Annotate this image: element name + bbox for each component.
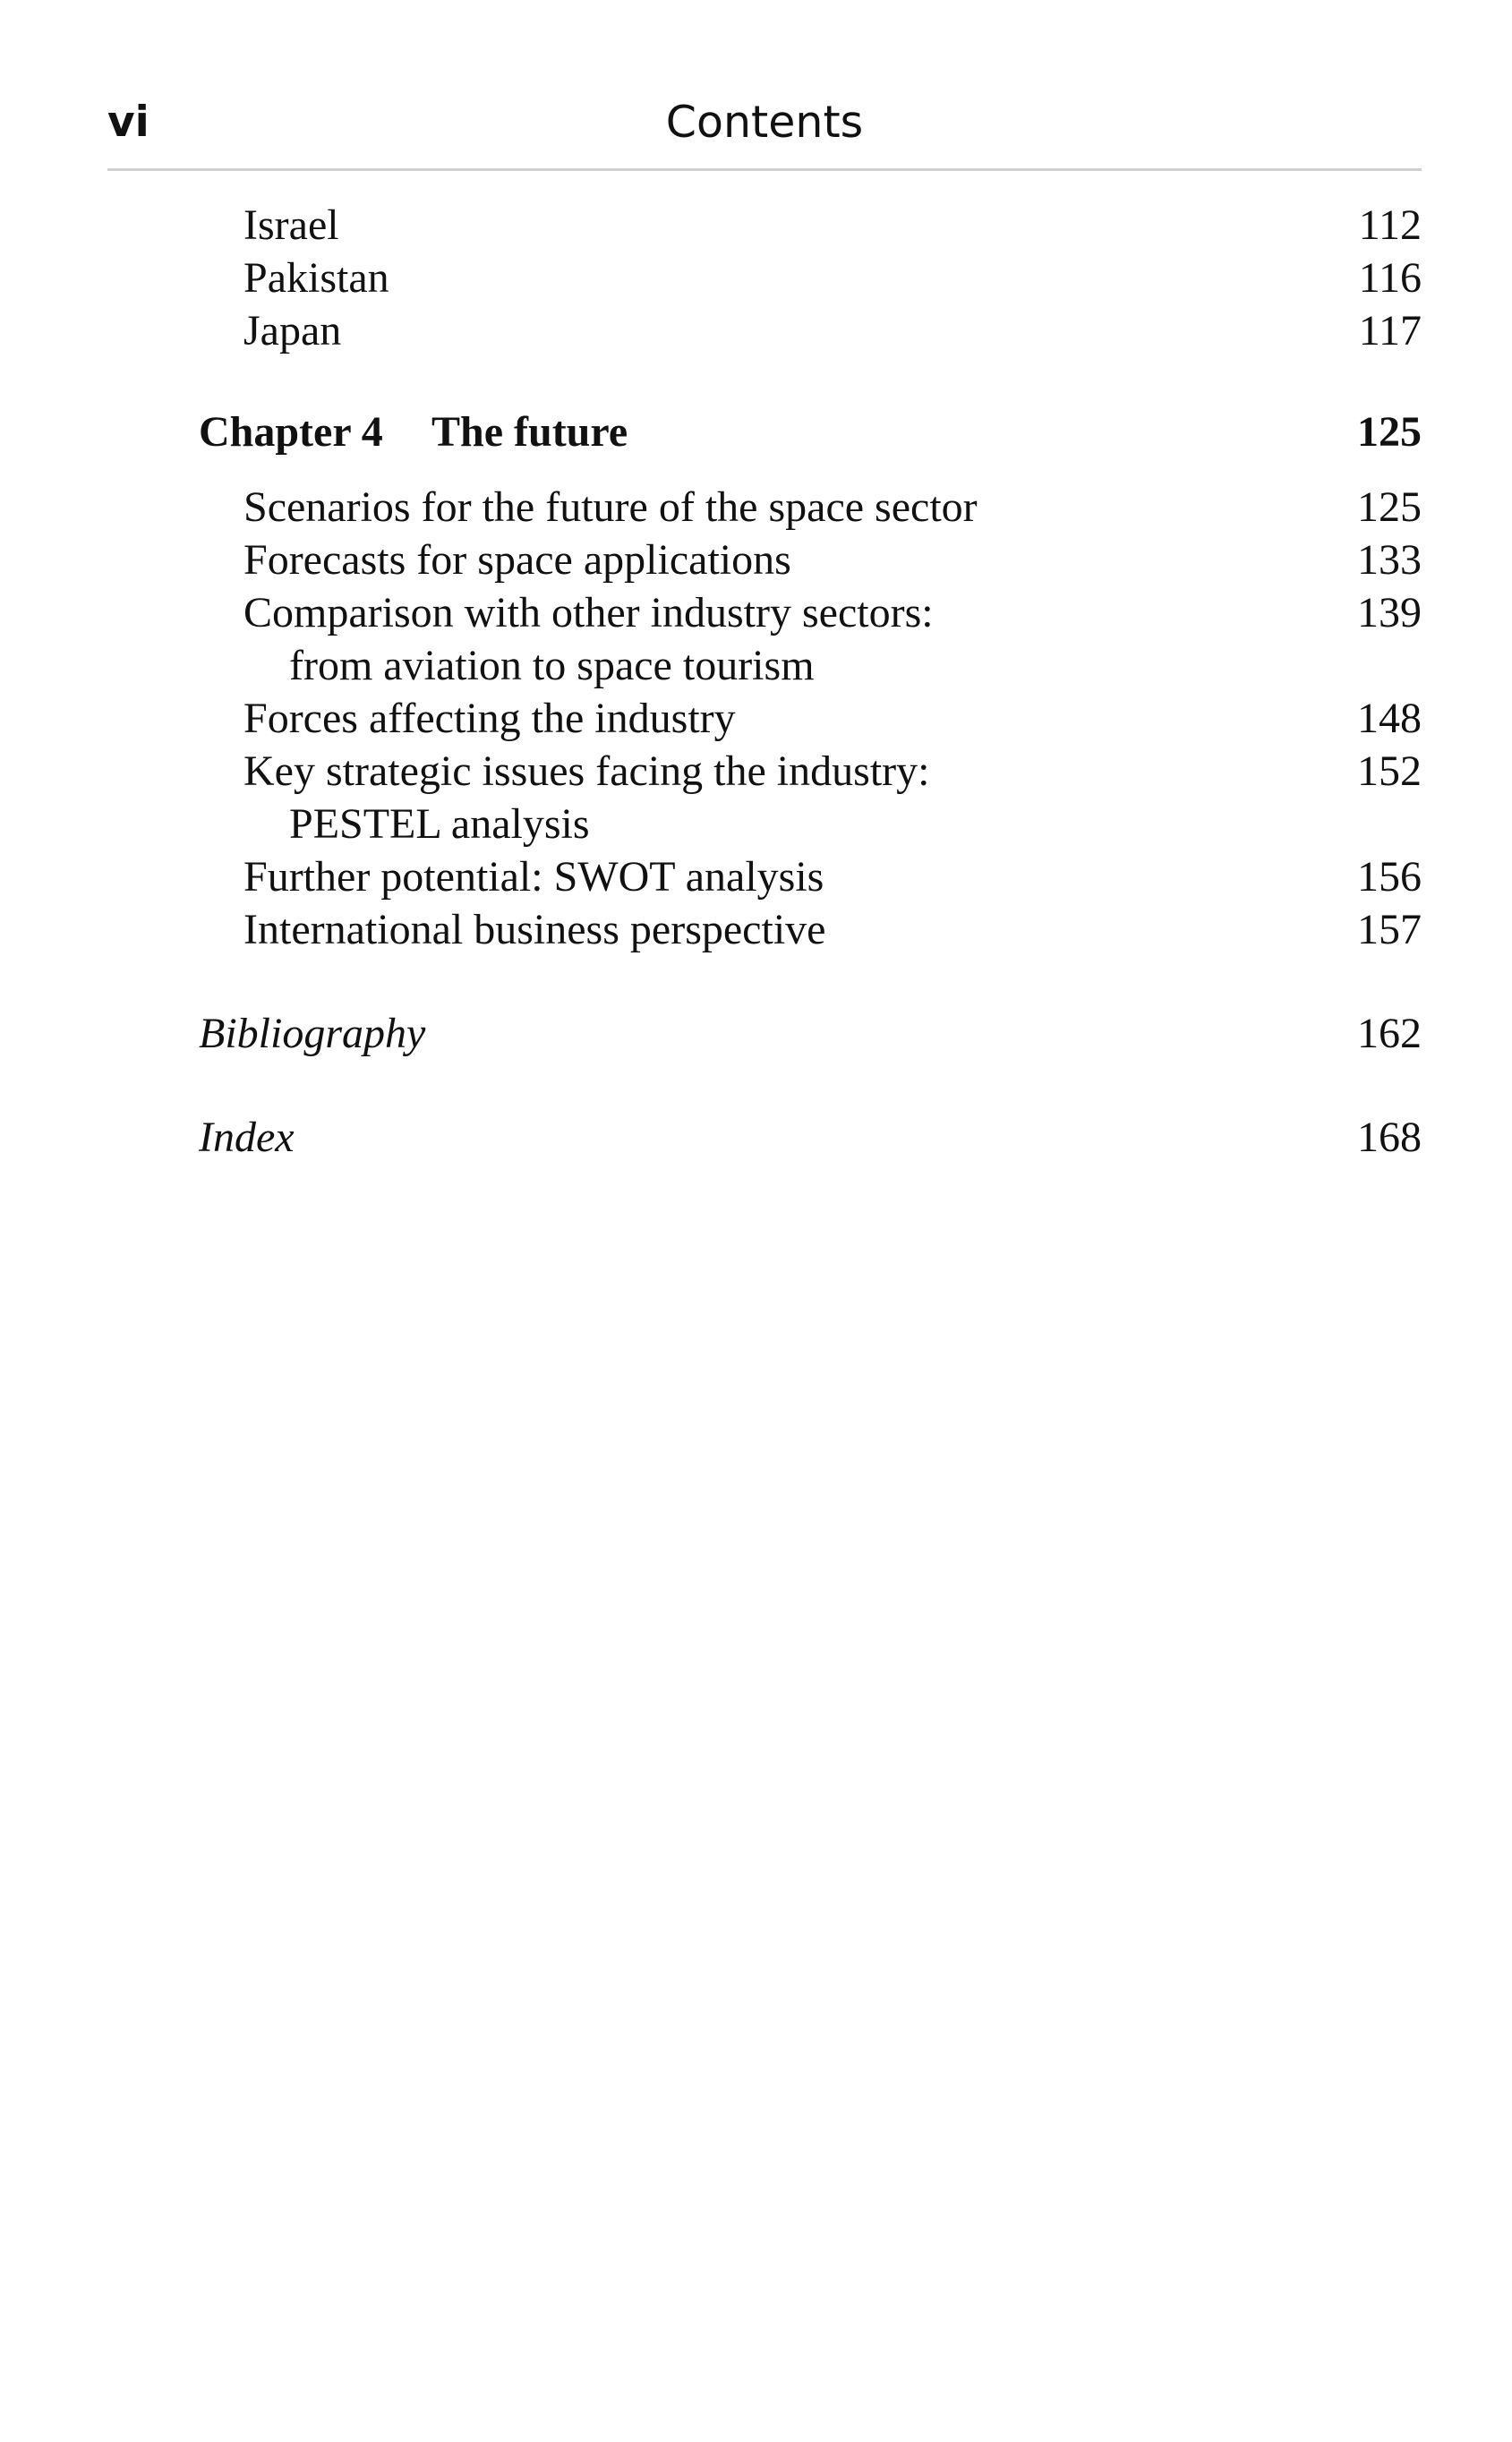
toc-entry-japan[interactable] (243, 304, 1422, 357)
toc-entry-page: 117 (1358, 307, 1422, 354)
toc-entry-page: 168 (1357, 1114, 1422, 1161)
toc-entry-pakistan[interactable] (243, 252, 1422, 304)
toc-entry-israel[interactable] (243, 199, 1422, 252)
page-folio: vi (107, 98, 149, 147)
toc-entry-page: 125 (1357, 483, 1422, 531)
toc-entry-forces[interactable] (243, 692, 1422, 745)
toc-entry-page: 162 (1357, 1010, 1422, 1057)
toc-entry-comparison[interactable] (243, 586, 1422, 692)
toc-entry-forecasts[interactable] (243, 534, 1422, 586)
toc-entry-swot[interactable] (243, 850, 1422, 903)
toc-entry-label: Pakistan (243, 254, 389, 302)
toc-entry-page: 152 (1357, 747, 1422, 795)
toc-entry-page: 157 (1357, 906, 1422, 953)
toc-chapter-4[interactable] (199, 406, 1422, 458)
toc-entry-page: 139 (1357, 589, 1422, 636)
header-rule (107, 168, 1422, 171)
toc-entry-continuation: PESTEL analysis (289, 800, 590, 848)
toc-entry-international[interactable] (243, 903, 1422, 956)
toc-entry-label: Forecasts for space applications (243, 536, 791, 584)
toc-entry-page: 133 (1357, 536, 1422, 584)
toc-chapter-page: 125 (1357, 408, 1422, 456)
toc-chapter-title: The future (431, 408, 628, 456)
toc-entry-bibliography[interactable] (199, 1007, 1422, 1060)
toc-entry-key-strategic-issues[interactable] (243, 745, 1422, 850)
toc-entry-scenarios[interactable] (243, 481, 1422, 534)
toc-entry-label: Bibliography (199, 1010, 426, 1057)
toc-entry-continuation: from aviation to space tourism (289, 642, 815, 689)
toc-entry-label: Israel (243, 201, 339, 249)
toc-chapter-number: Chapter 4 (199, 408, 383, 456)
toc-entry-label: Further potential: SWOT analysis (243, 853, 824, 901)
running-head-title: Contents (665, 97, 864, 148)
toc-entry-label: Forces affecting the industry (243, 695, 736, 742)
toc-entry-label: Key strategic issues facing the industry: (243, 747, 930, 795)
toc-entry-page: 116 (1358, 254, 1422, 302)
toc-entry-label: Japan (243, 307, 342, 354)
toc-entry-label: Scenarios for the future of the space sector (243, 483, 978, 531)
toc-entry-page: 112 (1358, 201, 1422, 249)
toc-entry-index[interactable] (199, 1111, 1422, 1164)
toc-entry-label: International business perspective (243, 906, 826, 953)
toc-entry-page: 156 (1357, 853, 1422, 901)
toc-chapter-label (199, 406, 628, 458)
toc-entry-label: Index (199, 1114, 295, 1161)
toc-entry-page: 148 (1357, 695, 1422, 742)
running-head (107, 91, 1422, 154)
toc-entry-label: Comparison with other industry sectors: (243, 589, 934, 636)
